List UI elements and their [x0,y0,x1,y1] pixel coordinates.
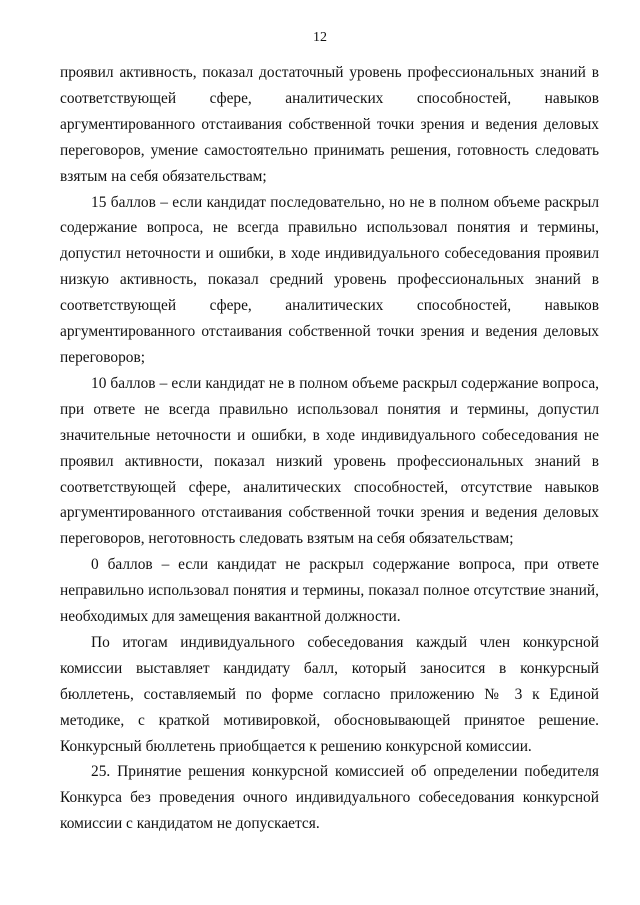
paragraph-continuation: проявил активность, показал достаточный уровень профессиональных знаний в соответствующей сфере, аналитических способностей, навыков аргументированного отстаивания собственной точки зрения и ведения деловых переговоров, умение самостоятельно принимать решения, готовность следовать взятым на себя обязательствам; [60,64,599,185]
paragraph-0-points: 0 баллов – если кандидат не раскрыл содержание вопроса, при ответе неправильно использовал понятия и термины, показал полное отсутствие знаний, необходимых для замещения вакантной должности. [60,556,599,626]
paragraph-15-points: 15 баллов – если кандидат последовательно, но не в полном объеме раскрыл содержание вопроса, не всегда правильно использовал понятия и термины, допустил неточности и ошибки, в ходе индивидуального собеседования проявил низкую активность, показал средний уровень профессиональных знаний в соответствующей сфере, аналитических способностей, навыков аргументированного отстаивания собственной точки зрения и ведения деловых переговоров; [60,193,599,366]
paragraph-25: 25. Принятие решения конкурсной комиссией об определении победителя Конкурса без проведения очного индивидуального собеседования конкурсной комиссии с кандидатом не допускается. [60,763,599,833]
document-body [60,60,599,837]
paragraph-ballot: По итогам индивидуального собеседования каждый член конкурсной комиссии выставляет кандидату балл, который заносится в конкурсный бюллетень, составляемый по форме согласно приложению № 3 к Единой методике, с краткой мотивировкой, обосновывающей принятое решение. Конкурсный бюллетень приобщается к решению конкурсной комиссии. [60,633,599,755]
page-number: 12 [313,30,327,45]
paragraph-10-points: 10 баллов – если кандидат не в полном объеме раскрыл содержание вопроса, при ответе не всегда правильно использовал понятия и термины, допустил значительные неточности и ошибки, в ходе индивидуального собеседования не проявил активности, показал низкий уровень профессиональных знаний в соответствующей сфере, аналитических способностей, отсутствие навыков аргументированного отстаивания собственной точки зрения и ведения деловых переговоров, неготовность следовать взятым на себя обязательствам; [60,374,599,548]
